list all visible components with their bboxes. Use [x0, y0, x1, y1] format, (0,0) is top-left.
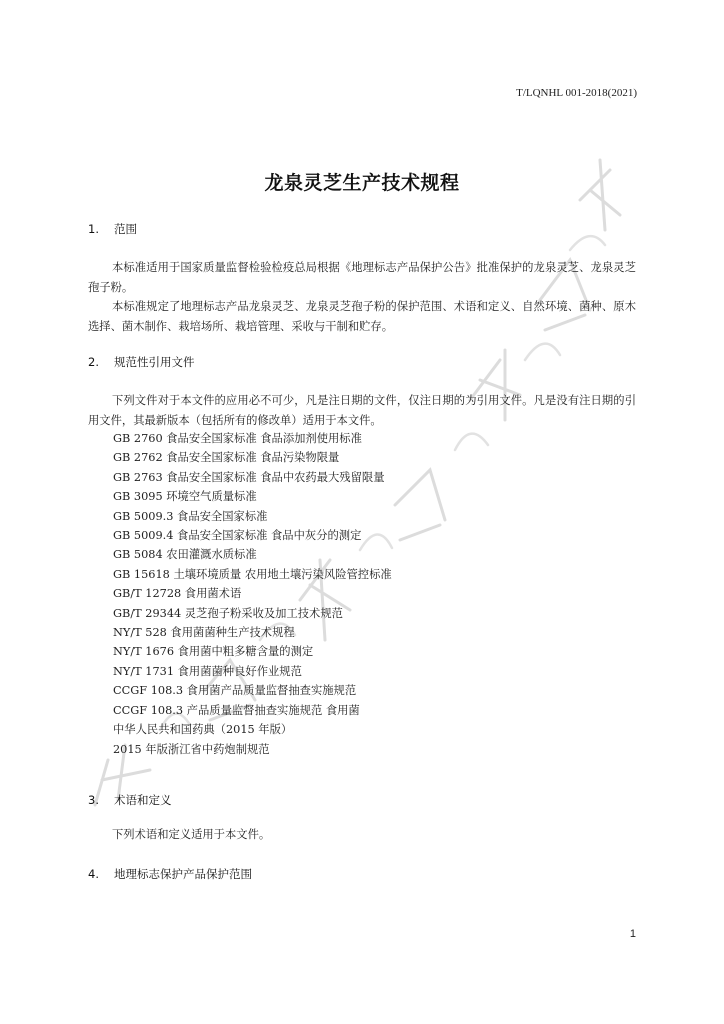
page-number: 1 — [629, 928, 636, 940]
reference-item: GB/T 29344 灵芝孢子粉采收及加工技术规范 — [113, 606, 343, 620]
reference-item: GB 3095 环境空气质量标准 — [113, 490, 257, 504]
reference-item: GB 5009.4 食品安全国家标准 食品中灰分的测定 — [113, 529, 362, 543]
reference-item: NY/T 1676 食用菌中粗多糖含量的测定 — [113, 645, 314, 659]
reference-list — [113, 429, 392, 759]
reference-item: CCGF 108.3 产品质量监督抽查实施规范 食用菌 — [113, 703, 360, 717]
section-title: 地理标志保护产品保护范围 — [114, 867, 252, 881]
reference-item: NY/T 1731 食用菌菌种良好作业规范 — [113, 664, 302, 678]
section-number: 2. — [88, 355, 99, 369]
paragraph: 本标准规定了地理标志产品龙泉灵芝、龙泉灵芝孢子粉的保护范围、术语和定义、自然环境、菌种、原木选择、菌木制作、栽培场所、栽培管理、采收与干制和贮存。 — [88, 300, 636, 333]
reference-item: GB 15618 土壤环境质量 农用地土壤污染风险管控标准 — [113, 567, 392, 581]
reference-item: GB 5009.3 食品安全国家标准 — [113, 509, 268, 523]
section-heading-2 — [88, 354, 195, 370]
reference-item: GB 2760 食品安全国家标准 食品添加剂使用标准 — [113, 432, 362, 445]
document-title: 龙泉灵芝生产技术规程 — [264, 172, 460, 194]
section-heading-4 — [88, 866, 252, 882]
section-title: 规范性引用文件 — [114, 355, 195, 369]
section-number: 3. — [88, 793, 99, 807]
reference-item: CCGF 108.3 食用菌产品质量监督抽查实施规范 — [113, 684, 357, 698]
section-number: 4. — [88, 867, 99, 881]
reference-item: NY/T 528 食用菌菌种生产技术规程 — [113, 626, 295, 640]
reference-item: 2015 年版浙江省中药炮制规范 — [113, 742, 270, 756]
reference-item: GB 2762 食品安全国家标准 食品污染物限量 — [113, 451, 340, 465]
reference-item: 中华人民共和国药典（2015 年版） — [113, 723, 293, 737]
paragraph: 下列文件对于本文件的应用必不可少，凡是注日期的文件，仅注日期的为引用文件。凡是没有注日期的引用文件，其最新版本（包括所有的修改单）适用于本文件。 — [88, 394, 636, 427]
paragraph: 下列术语和定义适用于本文件。 — [112, 828, 271, 841]
section-title: 范围 — [114, 222, 137, 236]
paragraph: 本标准适用于国家质量监督检验检疫总局根据《地理标志产品保护公告》批准保护的龙泉灵芝、龙泉灵芝孢子粉。 — [88, 261, 636, 294]
reference-item: GB 2763 食品安全国家标准 食品中农药最大残留限量 — [113, 470, 385, 484]
reference-item: GB 5084 农田灌溉水质标准 — [113, 548, 257, 562]
document-code: T/LQNHL 001-2018(2021) — [516, 87, 637, 99]
section-heading-1 — [88, 221, 137, 237]
section-heading-3 — [88, 792, 172, 808]
section-number: 1. — [88, 222, 99, 236]
reference-item: GB/T 12728 食用菌术语 — [113, 587, 242, 601]
section-title: 术语和定义 — [114, 793, 172, 807]
